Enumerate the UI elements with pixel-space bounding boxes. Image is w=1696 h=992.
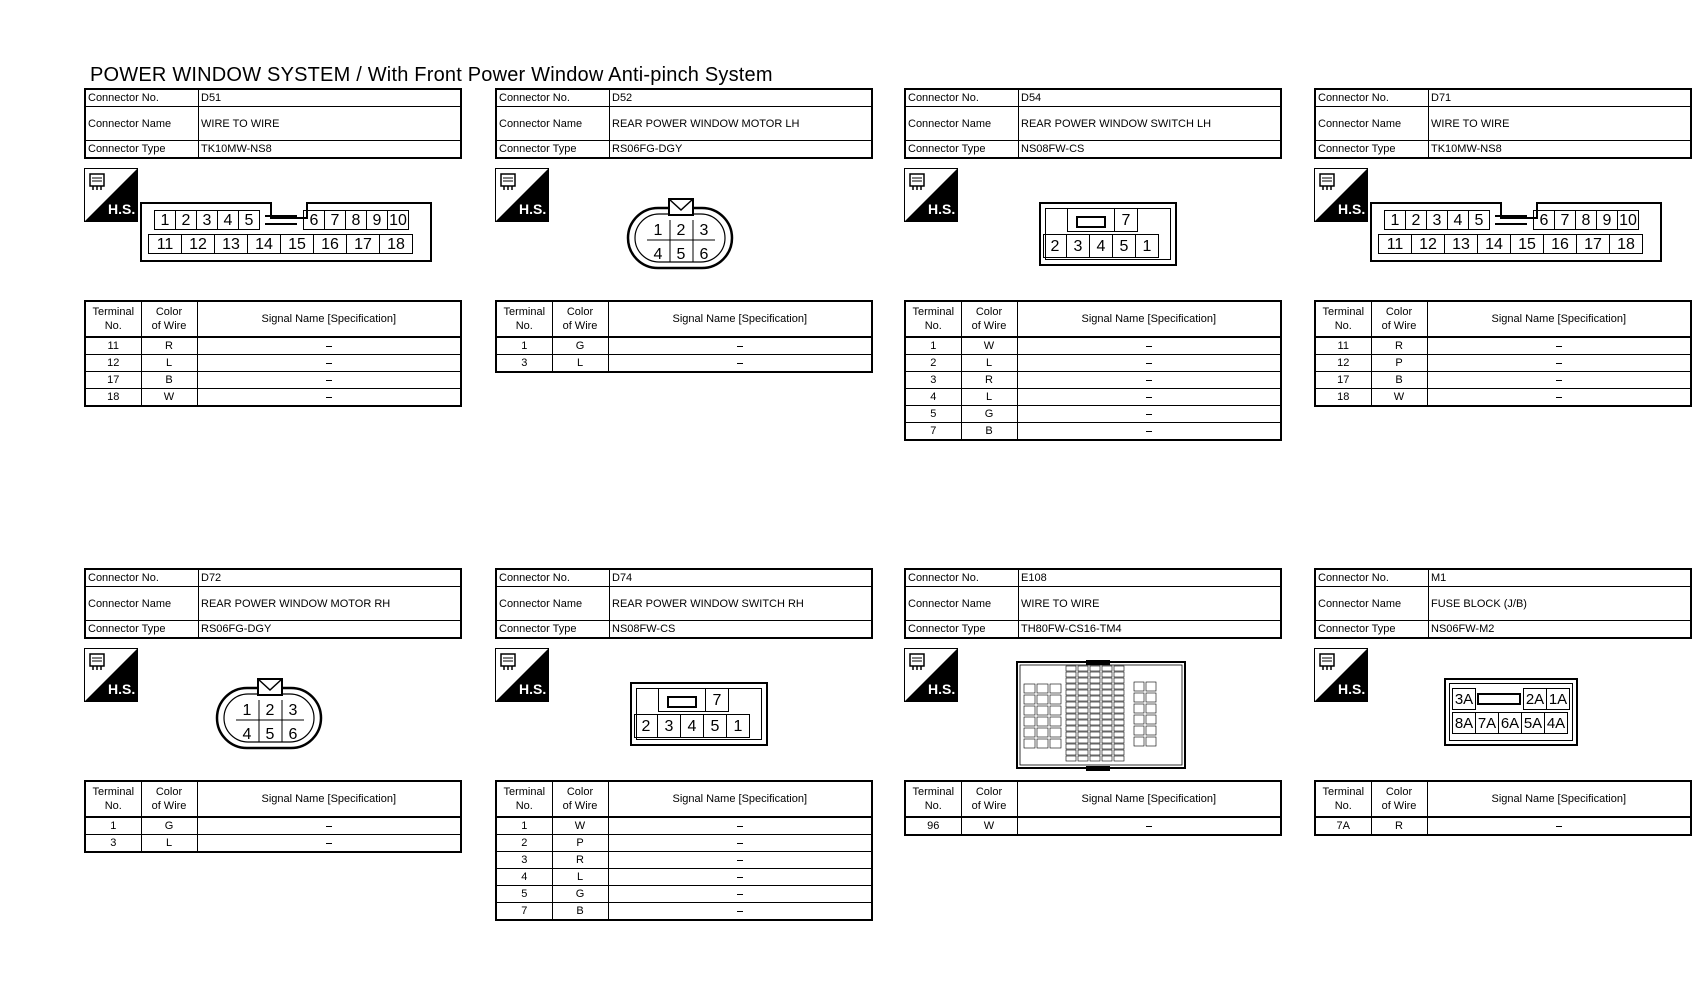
connector-info-table: [84, 88, 462, 159]
terminal-pin: 6: [303, 210, 325, 230]
harness-side-icon: [904, 168, 958, 222]
signal-name: [608, 903, 872, 921]
table-row: [496, 355, 872, 373]
connector-type-label: Connector Type: [1315, 621, 1429, 639]
wire-color: R: [141, 337, 197, 355]
color-header: Color of Wire: [1371, 781, 1427, 817]
terminal-pin: 1A: [1546, 688, 1570, 710]
terminal-pin: 4: [680, 714, 704, 738]
table-row: [905, 337, 1281, 355]
wire-color: B: [1371, 372, 1427, 389]
terminal-no: 1: [496, 817, 552, 835]
wire-color: P: [1371, 355, 1427, 372]
terminal-pin: 6: [1533, 210, 1555, 230]
signal-name: [1427, 355, 1691, 372]
signal-name: [1017, 337, 1281, 355]
terminal-pin: 9: [1596, 210, 1618, 230]
table-row: [496, 337, 872, 355]
terminal-no-header: Terminal No.: [905, 781, 961, 817]
terminal-no: 5: [905, 406, 961, 423]
connector-name-label: Connector Name: [1315, 107, 1429, 141]
connector-no: E108: [1019, 569, 1282, 587]
connector-no-label: Connector No.: [85, 89, 199, 107]
terminal-no: 2: [905, 355, 961, 372]
table-row: [905, 406, 1281, 423]
color-header: Color of Wire: [961, 781, 1017, 817]
signal-name: [608, 337, 872, 355]
harness-side-icon: [84, 168, 138, 222]
table-row: [85, 835, 461, 853]
table-row: [496, 852, 872, 869]
connector-type-label: Connector Type: [496, 141, 610, 159]
signal-header: Signal Name [Specification]: [608, 781, 872, 817]
terminal-no: 17: [1315, 372, 1371, 389]
table-row: [496, 835, 872, 852]
connector-no: D51: [199, 89, 462, 107]
connector-type: NS06FW-M2: [1429, 621, 1692, 639]
connector-type-label: Connector Type: [496, 621, 610, 639]
terminal-pin: 11: [148, 234, 182, 254]
connector-type: RS06FG-DGY: [610, 141, 873, 159]
connector-no-label: Connector No.: [496, 89, 610, 107]
terminal-pin: 2: [634, 714, 658, 738]
connector-info-table: [904, 88, 1282, 159]
terminal-pin: 8: [1575, 210, 1597, 230]
connector-info-table: [1314, 568, 1692, 639]
wire-color: G: [552, 886, 608, 903]
terminal-pin: 6: [288, 726, 298, 743]
hs-label: H.S.: [1338, 201, 1366, 217]
connector-name: REAR POWER WINDOW SWITCH LH: [1019, 107, 1282, 141]
table-row: [1315, 355, 1691, 372]
terminal-no: 17: [85, 372, 141, 389]
terminal-no: 18: [85, 389, 141, 407]
terminal-pin: 5: [1468, 210, 1490, 230]
connector-no-label: Connector No.: [1315, 89, 1429, 107]
wire-color: W: [552, 817, 608, 835]
hs-label: H.S.: [108, 681, 136, 697]
table-row: [496, 886, 872, 903]
signal-name: [608, 817, 872, 835]
terminal-pin: 5: [703, 714, 727, 738]
connector-info-table: [1314, 88, 1692, 159]
signal-name: [1017, 406, 1281, 423]
connector-name: REAR POWER WINDOW MOTOR LH: [610, 107, 873, 141]
terminal-pin: 7A: [1475, 712, 1499, 734]
wire-color: L: [552, 355, 608, 373]
signal-header: Signal Name [Specification]: [608, 301, 872, 337]
table-row: [905, 355, 1281, 372]
terminal-pin: 5A: [1521, 712, 1545, 734]
signal-header: Signal Name [Specification]: [197, 301, 461, 337]
terminal-pin: 3: [288, 702, 298, 719]
terminal-pin: 1: [242, 702, 252, 719]
connector-no-label: Connector No.: [905, 569, 1019, 587]
terminal-pin: 17: [1576, 234, 1610, 254]
wire-color: G: [141, 817, 197, 835]
connector-type-label: Connector Type: [85, 621, 199, 639]
connector-block-m1: [1314, 568, 1692, 832]
terminal-pin: 10: [1617, 210, 1639, 230]
terminal-no-header: Terminal No.: [85, 781, 141, 817]
table-row: [1315, 372, 1691, 389]
terminal-pin: 15: [1510, 234, 1544, 254]
terminal-pin: 14: [1477, 234, 1511, 254]
color-header: Color of Wire: [552, 301, 608, 337]
terminal-pin: 18: [1609, 234, 1643, 254]
signal-name: [608, 852, 872, 869]
connector-type: TK10MW-NS8: [199, 141, 462, 159]
wire-color: R: [1371, 817, 1427, 835]
terminal-signal-table: [1314, 780, 1692, 836]
harness-side-icon: [1314, 168, 1368, 222]
signal-name: [608, 355, 872, 373]
signal-name: [1427, 389, 1691, 407]
terminal-pin: 18: [379, 234, 413, 254]
color-header: Color of Wire: [141, 301, 197, 337]
terminal-pin: 5: [676, 246, 686, 263]
terminal-pin: 4: [217, 210, 239, 230]
signal-name: [197, 337, 461, 355]
signal-name: [1427, 372, 1691, 389]
terminal-pin: 12: [181, 234, 215, 254]
wire-color: W: [1371, 389, 1427, 407]
terminal-pin: 3: [1066, 234, 1090, 258]
terminal-pin: 1: [653, 222, 663, 239]
wire-color: B: [141, 372, 197, 389]
connector-type: TH80FW-CS16-TM4: [1019, 621, 1282, 639]
terminal-no: 1: [496, 337, 552, 355]
wire-color: G: [552, 337, 608, 355]
table-row: [496, 869, 872, 886]
signal-header: Signal Name [Specification]: [197, 781, 461, 817]
table-row: [1315, 817, 1691, 835]
hs-label: H.S.: [519, 201, 547, 217]
connector-no: D72: [199, 569, 462, 587]
connector-8pin-diagram: [1039, 202, 1177, 266]
terminal-signal-table: [1314, 300, 1692, 407]
connector-name-label: Connector Name: [85, 107, 199, 141]
connector-no: D54: [1019, 89, 1282, 107]
connector-block-d52: [495, 88, 873, 369]
terminal-pin: 2: [265, 702, 275, 719]
terminal-no: 11: [85, 337, 141, 355]
connector-name: WIRE TO WIRE: [1429, 107, 1692, 141]
connector-name: REAR POWER WINDOW SWITCH RH: [610, 587, 873, 621]
terminal-pin: 3: [1426, 210, 1448, 230]
terminal-signal-table: [495, 300, 873, 373]
terminal-no: 3: [496, 355, 552, 373]
terminal-pin: 3: [699, 222, 709, 239]
terminal-pin: 6: [699, 246, 709, 263]
wire-color: W: [961, 337, 1017, 355]
connector-no-label: Connector No.: [905, 89, 1019, 107]
terminal-pin: 4: [1089, 234, 1113, 258]
table-row: [85, 355, 461, 372]
connector-info-table: [495, 568, 873, 639]
connector-name: FUSE BLOCK (J/B): [1429, 587, 1692, 621]
wire-color: L: [141, 835, 197, 853]
terminal-pin: 14: [247, 234, 281, 254]
signal-header: Signal Name [Specification]: [1017, 301, 1281, 337]
table-row: [85, 817, 461, 835]
terminal-pin: 2: [676, 222, 686, 239]
terminal-pin: 1: [1135, 234, 1159, 258]
color-header: Color of Wire: [961, 301, 1017, 337]
fuse-block-diagram: [1444, 678, 1578, 746]
table-row: [905, 817, 1281, 835]
connector-type-label: Connector Type: [85, 141, 199, 159]
terminal-no: 18: [1315, 389, 1371, 407]
connector-block-d51: [84, 88, 462, 403]
connector-6pin-oval-diagram: [495, 88, 873, 288]
connector-type: NS08FW-CS: [1019, 141, 1282, 159]
terminal-no: 1: [905, 337, 961, 355]
terminal-pin: 15: [280, 234, 314, 254]
connector-no: D74: [610, 569, 873, 587]
connector-block-d72: [84, 568, 462, 849]
terminal-no-header: Terminal No.: [496, 301, 552, 337]
harness-side-icon: [904, 648, 958, 702]
terminal-signal-table: [495, 780, 873, 921]
terminal-no: 5: [496, 886, 552, 903]
terminal-pin: 16: [1543, 234, 1577, 254]
terminal-signal-table: [84, 780, 462, 853]
connector-name-label: Connector Name: [905, 107, 1019, 141]
terminal-no: 4: [496, 869, 552, 886]
connector-no: D71: [1429, 89, 1692, 107]
signal-name: [1017, 372, 1281, 389]
terminal-no: 4: [905, 389, 961, 406]
terminal-pin: 16: [313, 234, 347, 254]
terminal-pin: 2: [175, 210, 197, 230]
signal-name: [197, 372, 461, 389]
terminal-no: 3: [905, 372, 961, 389]
wire-color: R: [961, 372, 1017, 389]
signal-name: [1427, 337, 1691, 355]
connector-name-label: Connector Name: [496, 107, 610, 141]
table-row: [85, 372, 461, 389]
terminal-no: 2: [496, 835, 552, 852]
table-row: [1315, 337, 1691, 355]
terminal-no-header: Terminal No.: [905, 301, 961, 337]
connector-name: WIRE TO WIRE: [1019, 587, 1282, 621]
terminal-pin: 5: [238, 210, 260, 230]
table-row: [496, 817, 872, 835]
wire-color: W: [961, 817, 1017, 835]
terminal-pin: 13: [214, 234, 248, 254]
signal-name: [608, 869, 872, 886]
terminal-pin: 8: [345, 210, 367, 230]
connector-no-label: Connector No.: [85, 569, 199, 587]
terminal-pin: 5: [265, 726, 275, 743]
table-row: [1315, 389, 1691, 407]
terminal-pin: 2: [1043, 234, 1067, 258]
terminal-no: 7: [496, 903, 552, 921]
signal-name: [1017, 423, 1281, 441]
signal-header: Signal Name [Specification]: [1427, 781, 1691, 817]
hs-label: H.S.: [519, 681, 547, 697]
terminal-pin: 4: [1447, 210, 1469, 230]
signal-name: [197, 817, 461, 835]
connector-80pin-diagram: [1016, 660, 1186, 772]
connector-name-label: Connector Name: [1315, 587, 1429, 621]
terminal-no: 1: [85, 817, 141, 835]
signal-header: Signal Name [Specification]: [1427, 301, 1691, 337]
connector-name: WIRE TO WIRE: [199, 107, 462, 141]
connector-no: D52: [610, 89, 873, 107]
terminal-no-header: Terminal No.: [1315, 301, 1371, 337]
signal-name: [197, 835, 461, 853]
signal-name: [1017, 817, 1281, 835]
terminal-pin: 2A: [1523, 688, 1547, 710]
signal-name: [197, 355, 461, 372]
hs-label: H.S.: [928, 681, 956, 697]
hs-label: H.S.: [108, 201, 136, 217]
connector-type-label: Connector Type: [905, 141, 1019, 159]
connector-no: M1: [1429, 569, 1692, 587]
terminal-signal-table: [904, 300, 1282, 441]
connector-name: REAR POWER WINDOW MOTOR RH: [199, 587, 462, 621]
terminal-pin: 2: [1405, 210, 1427, 230]
terminal-pin: 3: [657, 714, 681, 738]
connector-type: RS06FG-DGY: [199, 621, 462, 639]
connector-block-d54: [904, 88, 1282, 437]
wire-color: W: [141, 389, 197, 407]
terminal-no: 12: [1315, 355, 1371, 372]
terminal-pin: 1: [154, 210, 176, 230]
connector-type: NS08FW-CS: [610, 621, 873, 639]
connector-block-d74: [495, 568, 873, 917]
wire-color: R: [552, 852, 608, 869]
terminal-no: 96: [905, 817, 961, 835]
connector-no-label: Connector No.: [1315, 569, 1429, 587]
table-row: [85, 389, 461, 407]
page-title: POWER WINDOW SYSTEM / With Front Power Window Anti-pinch System: [90, 64, 773, 86]
terminal-no: 7: [905, 423, 961, 441]
table-row: [85, 337, 461, 355]
terminal-signal-table: [904, 780, 1282, 836]
connector-6pin-oval-diagram: [84, 568, 462, 768]
terminal-pin: 1: [1384, 210, 1406, 230]
signal-name: [1017, 389, 1281, 406]
connector-type-label: Connector Type: [905, 621, 1019, 639]
connector-type: TK10MW-NS8: [1429, 141, 1692, 159]
terminal-no: 3: [85, 835, 141, 853]
connector-block-d71: [1314, 88, 1692, 403]
terminal-pin: 7: [705, 688, 729, 712]
terminal-no: 3: [496, 852, 552, 869]
terminal-no-header: Terminal No.: [85, 301, 141, 337]
terminal-pin: 11: [1378, 234, 1412, 254]
terminal-pin: 4: [653, 246, 663, 263]
wire-color: B: [552, 903, 608, 921]
connector-18pin-diagram: [140, 202, 432, 262]
hs-label: H.S.: [1338, 681, 1366, 697]
hs-label: H.S.: [928, 201, 956, 217]
terminal-pin: 7: [324, 210, 346, 230]
signal-name: [1427, 817, 1691, 835]
table-row: [496, 903, 872, 921]
terminal-pin: 5: [1112, 234, 1136, 258]
wire-color: P: [552, 835, 608, 852]
wire-color: L: [961, 355, 1017, 372]
connector-name-label: Connector Name: [85, 587, 199, 621]
wire-color: L: [961, 389, 1017, 406]
terminal-pin: 7: [1554, 210, 1576, 230]
harness-side-icon: [1314, 648, 1368, 702]
signal-name: [608, 886, 872, 903]
terminal-pin: 13: [1444, 234, 1478, 254]
terminal-pin: 10: [387, 210, 409, 230]
table-row: [905, 389, 1281, 406]
connector-name-label: Connector Name: [905, 587, 1019, 621]
terminal-pin: 4A: [1544, 712, 1568, 734]
terminal-pin: 3: [196, 210, 218, 230]
terminal-pin: 7: [1114, 208, 1138, 232]
wire-color: R: [1371, 337, 1427, 355]
connector-block-e108: [904, 568, 1282, 832]
terminal-signal-table: [84, 300, 462, 407]
harness-side-icon: [495, 648, 549, 702]
wire-color: L: [552, 869, 608, 886]
color-header: Color of Wire: [552, 781, 608, 817]
terminal-pin: 8A: [1452, 712, 1476, 734]
wire-color: G: [961, 406, 1017, 423]
signal-header: Signal Name [Specification]: [1017, 781, 1281, 817]
terminal-no: 7A: [1315, 817, 1371, 835]
connector-no-label: Connector No.: [496, 569, 610, 587]
terminal-no: 11: [1315, 337, 1371, 355]
terminal-pin: 3A: [1452, 688, 1476, 710]
connector-info-table: [904, 568, 1282, 639]
terminal-pin: 4: [242, 726, 252, 743]
connector-8pin-diagram: [630, 682, 768, 746]
terminal-pin: 9: [366, 210, 388, 230]
terminal-no: 12: [85, 355, 141, 372]
signal-name: [197, 389, 461, 407]
terminal-pin: 1: [726, 714, 750, 738]
table-row: [905, 372, 1281, 389]
color-header: Color of Wire: [141, 781, 197, 817]
connector-18pin-diagram: [1370, 202, 1662, 262]
table-row: [905, 423, 1281, 441]
terminal-pin: 6A: [1498, 712, 1522, 734]
connector-name-label: Connector Name: [496, 587, 610, 621]
terminal-no-header: Terminal No.: [496, 781, 552, 817]
terminal-pin: 17: [346, 234, 380, 254]
wire-color: B: [961, 423, 1017, 441]
signal-name: [608, 835, 872, 852]
terminal-pin: 12: [1411, 234, 1445, 254]
signal-name: [1017, 355, 1281, 372]
connector-type-label: Connector Type: [1315, 141, 1429, 159]
color-header: Color of Wire: [1371, 301, 1427, 337]
wire-color: L: [141, 355, 197, 372]
terminal-no-header: Terminal No.: [1315, 781, 1371, 817]
